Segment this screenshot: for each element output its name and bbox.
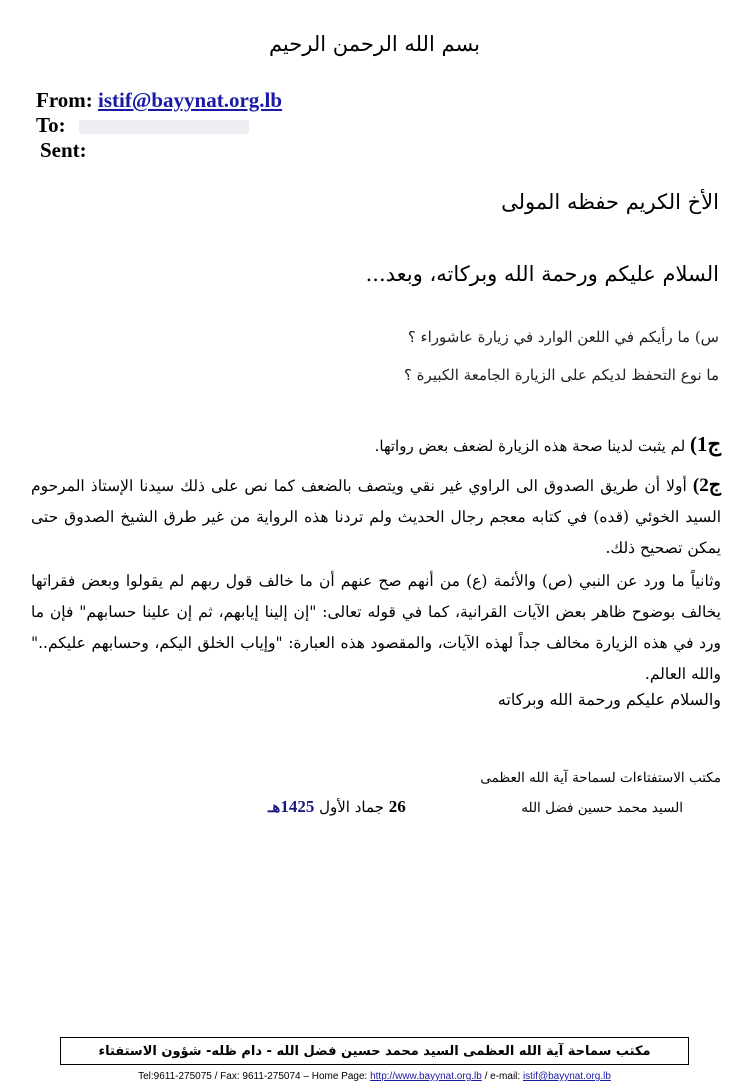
answer-1-prefix: ج bbox=[707, 432, 721, 456]
email-prefix: / e-mail: bbox=[481, 1071, 523, 1082]
greeting: الأخ الكريم حفظه المولى bbox=[501, 190, 719, 214]
answer-1-text: لم يثبت لدينا صحة هذه الزيارة لضعف بعض رواتها. bbox=[374, 437, 690, 455]
footer-email-link[interactable]: istif@bayynat.org.lb bbox=[522, 1071, 611, 1082]
answer-2 bbox=[31, 470, 721, 564]
homepage-link[interactable]: http://www.bayynat.org.lb bbox=[370, 1071, 482, 1082]
date-suffix: هـ bbox=[268, 798, 281, 816]
answer-1 bbox=[375, 432, 721, 457]
to-label: To: bbox=[36, 113, 66, 137]
hijri-date bbox=[268, 797, 406, 817]
redacted-recipient bbox=[79, 120, 249, 134]
question-2: ما نوع التحفظ لديكم على الزيارة الجامعة الكبيرة ؟ bbox=[403, 366, 719, 384]
answer-2-text: أولا أن طريق الصدوق الى الراوي غير نقي ويتصف بالضعف كما نص على ذلك سيدنا الإستاذ المرحوم السيد الخوئي (قده) في كتابه معجم رجال الحديث ولم تردنا هذه الرواية من غير طرق الشيخ الصدوق حتى يمكن تصحيح ذلك. bbox=[31, 477, 721, 557]
answer-2-continued: وثانياً ما ورد عن النبي (ص) والأئمة (ع) من أنهم صح عنهم أن ما خالف قول ربهم لم يقولوا وبعض فقراتها يخالف بوضوح ظاهر بعض الآيات القرانية، كما في قوله تعالى: "إن إلينا إيابهم، ثم إن علينا حسابهم" فإن ما ورد في هذه الزيارة مخالف جداً لهذه الآيات، والمقصود هذه العبارة: "وإياب الخلق اليكم، وحسابهم عليكم.." والله العالم. bbox=[31, 572, 721, 683]
from-email-link[interactable]: istif@bayynat.org.lb bbox=[98, 88, 283, 112]
contact-prefix: Tel:9611-275075 / Fax: 9611-275074 – Home Page: bbox=[138, 1071, 371, 1082]
question-1: س) ما رأيكم في اللعن الوارد في زيارة عاشوراء ؟ bbox=[407, 328, 719, 346]
answer-2-prefix: ج bbox=[708, 475, 721, 496]
footer-office-line: مكتب سماحة آية الله العظمى السيد محمد حسين فضل الله - دام ظله- شؤون الاستفتاء bbox=[98, 1043, 651, 1059]
date-month: جماد الأول bbox=[314, 798, 389, 816]
date-year: 1425 bbox=[280, 797, 315, 816]
sent-label: Sent: bbox=[40, 138, 87, 162]
from-label: From: bbox=[36, 88, 93, 112]
salutation: السلام عليكم ورحمة الله وبركاته، وبعد... bbox=[365, 262, 719, 286]
signature-office: مكتب الاستفتاءات لسماحة آية الله العظمى bbox=[480, 770, 721, 786]
answer-1-number: 1) bbox=[689, 432, 708, 456]
date-day: 26 bbox=[388, 797, 406, 816]
to-line bbox=[36, 113, 249, 138]
closing-salutation: والسلام عليكم ورحمة الله وبركاته bbox=[497, 690, 721, 709]
from-line bbox=[36, 88, 282, 113]
contact-line bbox=[0, 1071, 749, 1082]
sent-line bbox=[40, 138, 87, 163]
footer-office-box bbox=[60, 1037, 689, 1065]
bismillah-heading: بسم الله الرحمن الرحيم bbox=[268, 32, 481, 56]
answer-2-number: 2) bbox=[692, 475, 709, 496]
signature-name: السيد محمد حسين فضل الله bbox=[521, 800, 683, 816]
